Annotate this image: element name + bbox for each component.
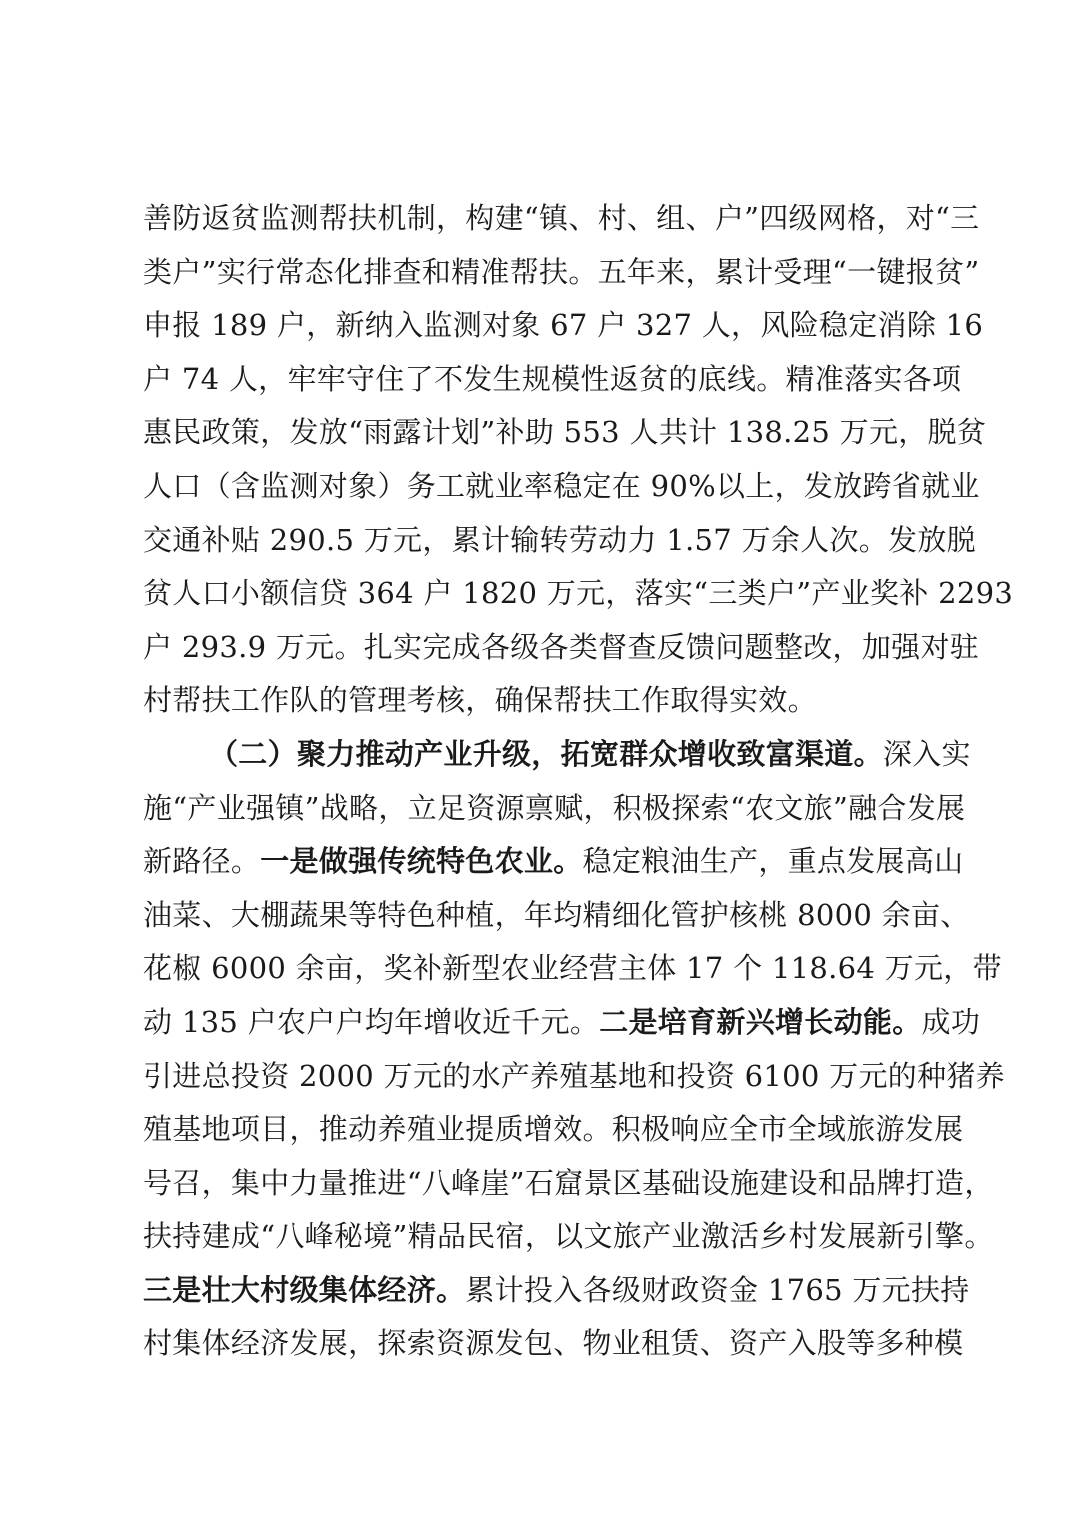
text-run: 成功 xyxy=(921,1004,981,1039)
text-line: 油菜、大棚蔬果等特色种植，年均精细化管护核桃 8000 余亩、 xyxy=(143,897,970,932)
paragraph-1 xyxy=(143,192,1014,728)
paragraph-2 xyxy=(143,728,1005,1371)
text-run: 累计投入各级财政资金 1765 万元扶持 xyxy=(465,1272,970,1307)
text-line: 户 74 人，牢牢守住了不发生规模性返贫的底线。精准落实各项 xyxy=(143,361,962,396)
text-line: 惠民政策，发放“雨露计划”补助 553 人共计 138.25 万元，脱贫 xyxy=(143,415,987,450)
text-run: 深入实 xyxy=(882,736,971,771)
text-line: 号召，集中力量推进“八峰崖”石窟景区基础设施建设和品牌打造， xyxy=(143,1165,994,1200)
text-line: 人口（含监测对象）务工就业率稳定在 90%以上，发放跨省就业 xyxy=(143,468,980,503)
text-line: 村集体经济发展，探索资源发包、物业租赁、资产入股等多种模 xyxy=(143,1326,964,1361)
text-run: 动 135 户农户户均年增收近千元。 xyxy=(143,1004,600,1039)
text-line xyxy=(143,1264,973,1318)
text-line xyxy=(143,996,981,1050)
text-line xyxy=(143,728,973,782)
subsection-heading: 一是做强传统特色农业。 xyxy=(260,844,583,879)
text-line: 申报 189 户，新纳入监测对象 67 户 327 人，风险稳定消除 16 xyxy=(143,308,984,343)
text-line: 贫人口小额信贷 364 户 1820 万元，落实“三类户”产业奖补 2293 xyxy=(143,576,1014,611)
text-line: 施“产业强镇”战略，立足资源禀赋，积极探索“农文旅”融合发展 xyxy=(143,790,966,825)
subsection-heading: 三是壮大村级集体经济。 xyxy=(143,1272,466,1307)
text-line: 类户”实行常态化排查和精准帮扶。五年来，累计受理“一键报贫” xyxy=(143,254,980,289)
text-run: 新路径。 xyxy=(143,844,261,879)
text-line xyxy=(143,835,973,889)
text-line: 花椒 6000 余亩，奖补新型农业经营主体 17 个 118.64 万元，带 xyxy=(143,951,1002,986)
section-heading: （二）聚力推动产业升级，拓宽群众增收致富渠道。 xyxy=(209,736,883,771)
text-line: 村帮扶工作队的管理考核，确保帮扶工作取得实效。 xyxy=(143,683,817,718)
body-text xyxy=(143,192,1014,1371)
text-line: 殖基地项目，推动养殖业提质增效。积极响应全市全域旅游发展 xyxy=(143,1112,964,1147)
text-line: 交通补贴 290.5 万元，累计输转劳动力 1.57 万余人次。发放脱 xyxy=(143,522,976,557)
text-run: 稳定粮油生产，重点发展高山 xyxy=(582,844,964,879)
text-line: 户 293.9 万元。扎实完成各级各类督查反馈问题整改，加强对驻 xyxy=(143,629,980,664)
text-line: 扶持建成“八峰秘境”精品民宿，以文旅产业激活乡村发展新引擎。 xyxy=(143,1219,994,1254)
text-line: 引进总投资 2000 万元的水产养殖基地和投资 6100 万元的种猪养 xyxy=(143,1058,1005,1093)
subsection-heading: 二是培育新兴增长动能。 xyxy=(599,1004,922,1039)
text-line: 善防返贫监测帮扶机制，构建“镇、村、组、户”四级网格，对“三 xyxy=(143,201,980,235)
